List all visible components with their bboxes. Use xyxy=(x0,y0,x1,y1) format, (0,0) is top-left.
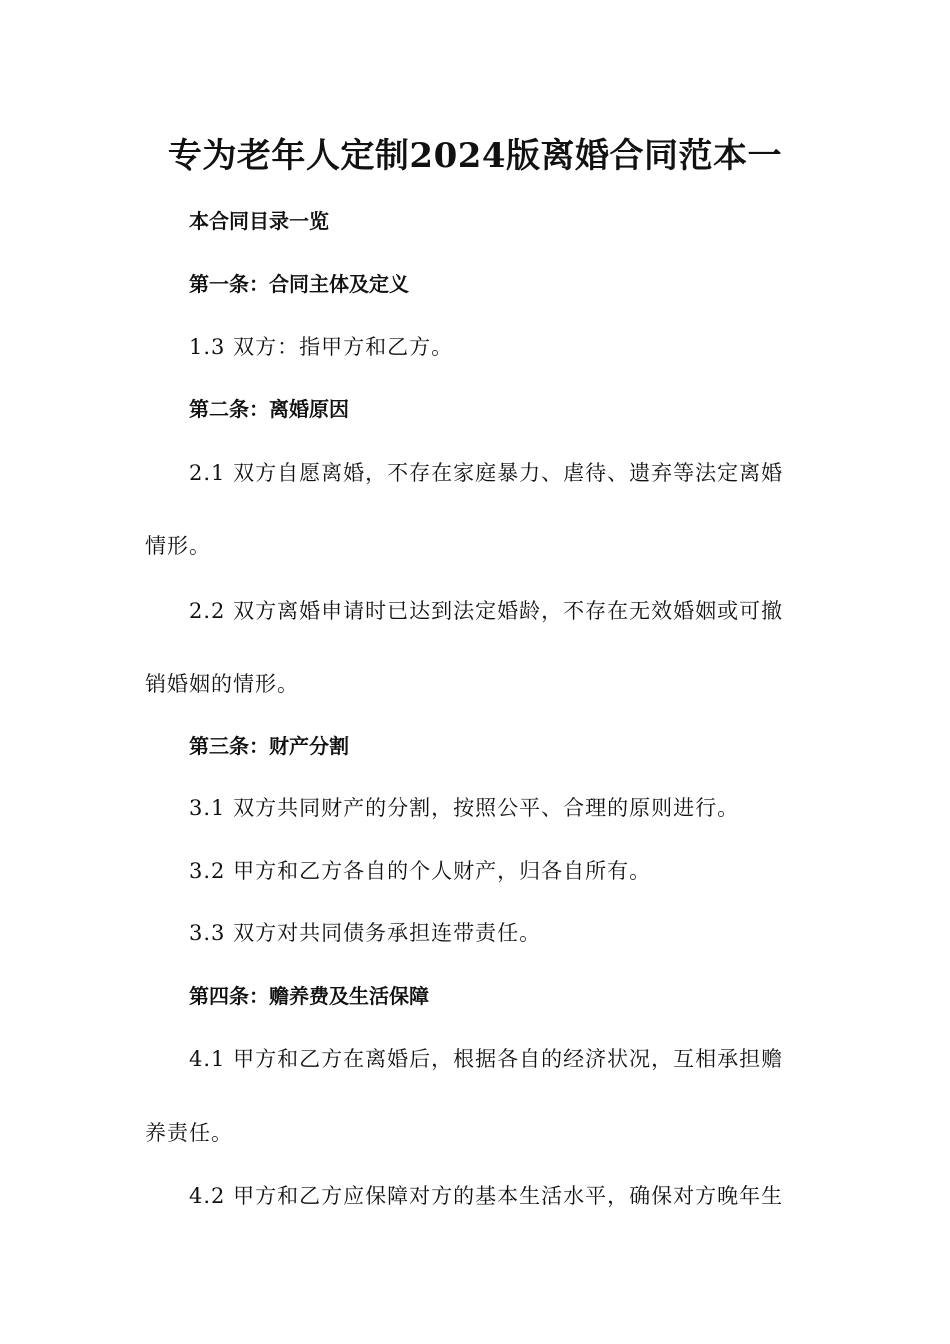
clause-4-2: 4.2 甲方和乙方应保障对方的基本生活水平，确保对方晚年生 xyxy=(189,1184,784,1208)
clause-3-1: 3.1 双方共同财产的分割，按照公平、合理的原则进行。 xyxy=(189,796,740,820)
clause-4-1: 4.1 甲方和乙方在离婚后，根据各自的经济状况，互相承担赡 xyxy=(189,1047,784,1071)
clause-2-2: 2.2 双方离婚申请时已达到法定婚龄，不存在无效婚姻或可撤 xyxy=(189,599,784,623)
clause-3-2: 3.2 甲方和乙方各自的个人财产，归各自所有。 xyxy=(189,859,652,883)
article-1-heading: 第一条：合同主体及定义 xyxy=(189,272,409,296)
document-title: 专为老年人定制2024版离婚合同范本一 xyxy=(167,136,783,176)
clause-4-1-continued: 养责任。 xyxy=(145,1121,233,1145)
toc-heading: 本合同目录一览 xyxy=(189,209,329,233)
clause-3-3: 3.3 双方对共同债务承担连带责任。 xyxy=(189,921,542,945)
article-3-heading: 第三条：财产分割 xyxy=(189,734,349,758)
clause-2-2-continued: 销婚姻的情形。 xyxy=(145,672,299,696)
clause-1-3: 1.3 双方：指甲方和乙方。 xyxy=(189,335,454,359)
article-4-heading: 第四条：赡养费及生活保障 xyxy=(189,984,429,1008)
clause-2-1: 2.1 双方自愿离婚，不存在家庭暴力、虐待、遗弃等法定离婚 xyxy=(189,461,784,485)
clause-2-1-continued: 情形。 xyxy=(145,534,211,558)
article-2-heading: 第二条：离婚原因 xyxy=(189,397,349,421)
